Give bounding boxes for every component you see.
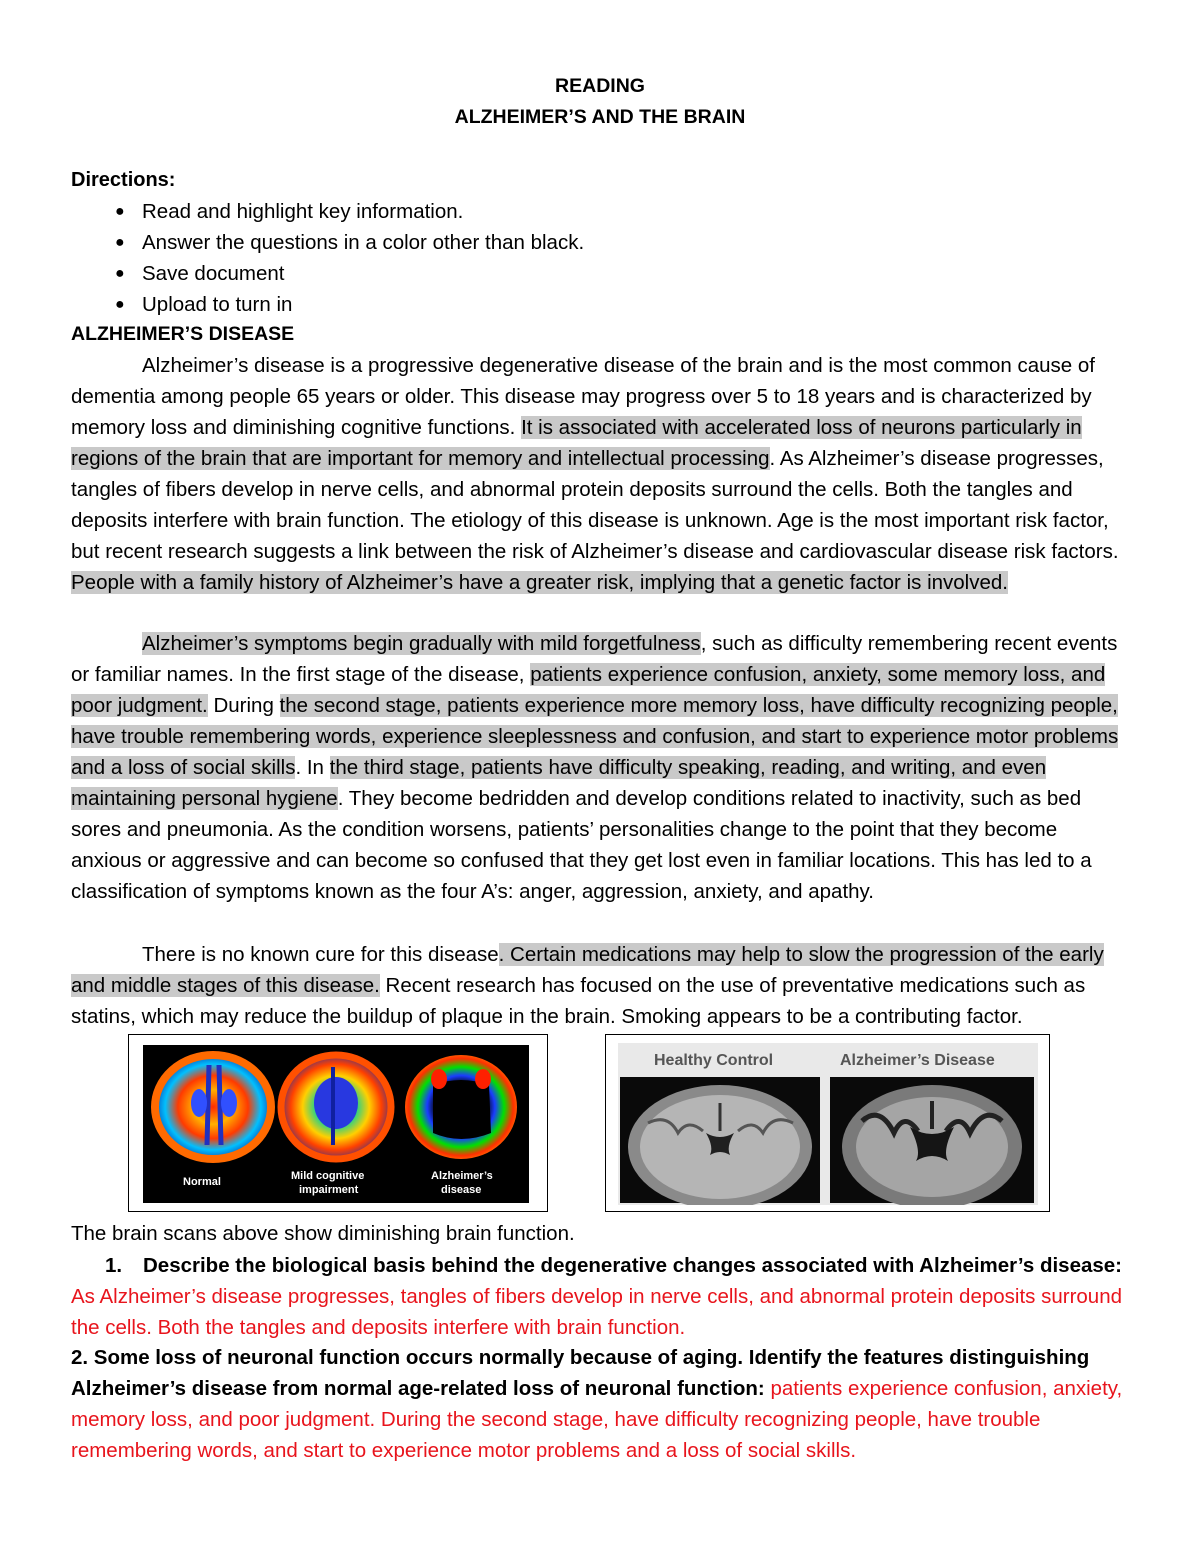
question-2 <box>71 1342 1133 1466</box>
paragraph-text: . In <box>295 756 330 779</box>
highlighted-text: . Certain medications may help to slow the progression of the early and middle stages of this disease. <box>71 943 1104 997</box>
answer-text: As Alzheimer’s disease progresses, tangles of fibers develop in nerve cells, and abnormal protein deposits surround the cells. Both the tangles and deposits interfere with brain function. <box>71 1285 1123 1339</box>
highlighted-text: the second stage, patients experience more memory loss, have difficulty recognizing people, have trouble remembering words, experience sleeplessness and confusion, and start to experience motor problems and a loss of social skills <box>71 694 1119 779</box>
highlighted-text: People with a family history of Alzheimer’s have a greater risk, implying that a genetic factor is involved. <box>71 571 1008 594</box>
paragraph-text: . As Alzheimer’s disease progresses, tangles of fibers develop in nerve cells, and abnormal protein deposits surround the cells. Both the tangles and deposits interfere with brain function. The etiology of this disease is unknown. Age is the most important risk factor, but recent research suggests a link between the risk of Alzheimer’s disease and cardiovascular disease risk factors. <box>71 447 1119 563</box>
pet-scan-figure <box>128 1034 548 1212</box>
mri-label-alzheimers: Alzheimer’s Disease <box>840 1052 995 1069</box>
list-item-text: Save document <box>142 262 285 285</box>
section-heading: ALZHEIMER’S DISEASE <box>71 323 295 345</box>
highlighted-text: Alzheimer’s symptoms begin gradually with mild forgetfulness <box>142 632 701 655</box>
bullet-icon: ● <box>115 203 125 220</box>
list-item-text: Upload to turn in <box>142 293 293 316</box>
paragraph-text: Alzheimer’s disease is a progressive degenerative disease of the brain and is the most common cause of dementia among people 65 years or older. This disease may progress over 5 to 18 years and is characterized by memory loss and diminishing cognitive functions. <box>71 354 1095 439</box>
list-item-text: Read and highlight key information. <box>142 200 464 223</box>
bullet-icon: ● <box>115 234 125 251</box>
page-title: READING <box>555 75 645 97</box>
pet-label-mild-cognitive: Mild cognitive <box>291 1170 365 1182</box>
pet-label-disease: disease <box>441 1184 482 1196</box>
highlighted-text: It is associated with accelerated loss of neurons particularly in regions of the brain that are important for memory and intellectual processing <box>71 416 1082 470</box>
pet-label-alzheimers: Alzheimer’s <box>431 1170 493 1182</box>
mri-scan-figure <box>605 1034 1050 1212</box>
directions-list <box>71 196 584 320</box>
pet-label-impairment: impairment <box>299 1184 359 1196</box>
question-prompt: Describe the biological basis behind the degenerative changes associated with Alzheimer’s disease: <box>143 1254 1123 1277</box>
pet-brain-alzheimers <box>405 1055 517 1159</box>
mri-scan-graphic <box>618 1043 1038 1205</box>
pet-label-normal: Normal <box>183 1176 221 1188</box>
figure-caption: The brain scans above show diminishing brain function. <box>71 1222 575 1245</box>
pet-scan-graphic <box>143 1045 529 1203</box>
bullet-icon: ● <box>115 296 125 313</box>
question-prompt: 2. Some loss of neuronal function occurs normally because of aging. Identify the features distinguishing Alzheimer’s disease from normal age-related loss of neuronal function: <box>71 1346 1090 1400</box>
mri-alzheimers-brain <box>830 1077 1034 1205</box>
page-subtitle: ALZHEIMER’S AND THE BRAIN <box>454 106 746 128</box>
paragraph-3 <box>71 939 1133 1032</box>
list-item <box>71 227 584 258</box>
paragraph-2 <box>71 628 1133 907</box>
paragraph-text: There is no known cure for this disease <box>142 943 499 966</box>
mri-label-healthy: Healthy Control <box>654 1052 774 1069</box>
directions-label: Directions: <box>71 169 176 191</box>
paragraph-text: During <box>207 694 280 717</box>
highlighted-text: patients experience confusion, anxiety, some memory loss, and poor judgment. <box>71 663 1106 717</box>
paragraph-text: , such as difficulty remembering recent events or familiar names. In the first stage of the disease, <box>71 632 1118 686</box>
pet-brain-normal <box>155 1055 271 1159</box>
answer-text: patients experience confusion, anxiety, memory loss, and poor judgment. During the second stage, have difficulty recognizing people, have trouble remembering words, and start to experience motor problems and a loss of social skills. <box>71 1377 1123 1462</box>
paragraph-text: . They become bedridden and develop conditions related to inactivity, such as bed sores and pneumonia. As the condition worsens, patients’ personalities change to the point that they become anxious or aggressive and can become so confused that they get lost even in familiar locations. This has led to a classification of symptoms known as the four A’s: anger, aggression, anxiety, and apathy. <box>71 787 1092 903</box>
paragraph-text: Recent research has focused on the use of preventative medications such as statins, which may reduce the buildup of plaque in the brain. Smoking appears to be a contributing factor. <box>71 974 1086 1028</box>
list-item <box>71 289 584 320</box>
question-number: 1. <box>105 1254 123 1277</box>
bullet-icon: ● <box>115 265 125 282</box>
list-item <box>71 196 584 227</box>
list-item-text: Answer the questions in a color other than black. <box>142 231 585 254</box>
mri-scan-image <box>618 1043 1038 1205</box>
paragraph-1 <box>71 350 1133 598</box>
list-item <box>71 258 584 289</box>
highlighted-text: the third stage, patients have difficulty speaking, reading, and writing, and even maintaining personal hygiene <box>71 756 1047 810</box>
pet-scan-image <box>143 1045 529 1203</box>
question-1 <box>71 1250 1133 1343</box>
pet-brain-mci <box>281 1055 391 1159</box>
mri-healthy-brain <box>620 1077 820 1205</box>
